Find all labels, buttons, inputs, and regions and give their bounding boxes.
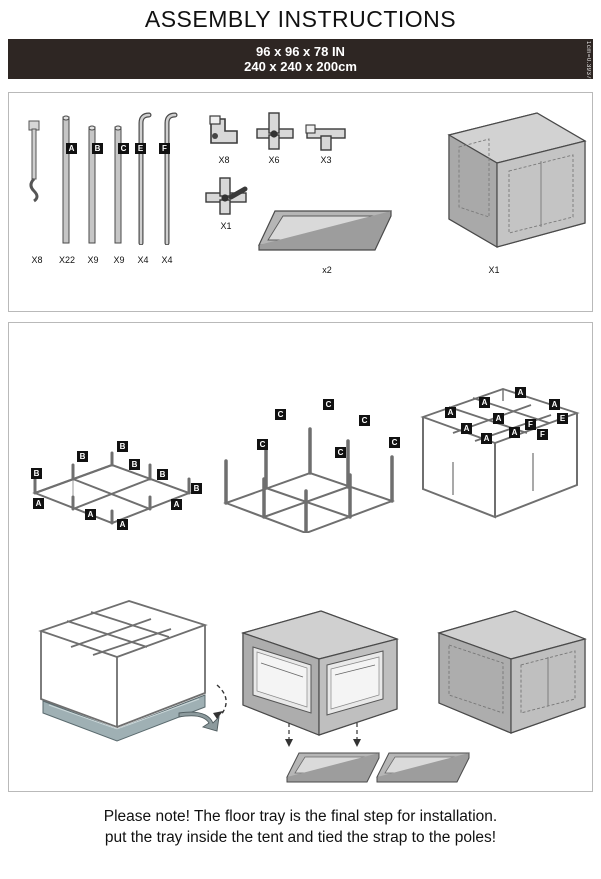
pole-a-qty: X22 bbox=[58, 255, 75, 265]
step1-tag-a-1: A bbox=[33, 498, 44, 509]
pole-c-qty: X9 bbox=[113, 255, 125, 265]
footer-note-line1: Please note! The floor tray is the final step for installation. bbox=[103, 808, 498, 825]
five-way-connector-qty: X1 bbox=[220, 221, 232, 231]
unit-conversion-note: 1cm=0.3937inch bbox=[585, 41, 591, 93]
step2-tag-c-5: C bbox=[335, 447, 346, 458]
step3-tag-a-3: A bbox=[515, 387, 526, 398]
finished-tent-step bbox=[429, 605, 594, 755]
step1-tag-a-3: A bbox=[117, 519, 128, 530]
pole-f-qty: X4 bbox=[161, 255, 173, 265]
four-way-connector-qty: X6 bbox=[268, 155, 280, 165]
dimension-cm: 240 x 240 x 200cm bbox=[244, 59, 357, 74]
step1-tag-b-5: B bbox=[157, 469, 168, 480]
pole-b-tag: B bbox=[92, 143, 103, 154]
pole-a-icon bbox=[59, 115, 73, 245]
parts-list-panel bbox=[8, 92, 593, 312]
pole-e-qty: X4 bbox=[137, 255, 149, 265]
step3-tag-a-7: A bbox=[481, 433, 492, 444]
step1-tag-b-4: B bbox=[129, 459, 140, 470]
step3-tag-a-8: A bbox=[509, 427, 520, 438]
step3-tag-a-1: A bbox=[445, 407, 456, 418]
floor-tray-qty: x2 bbox=[322, 265, 332, 275]
strap-icon bbox=[21, 115, 57, 245]
five-way-connector-icon bbox=[201, 175, 251, 221]
pole-f-tag: F bbox=[159, 143, 170, 154]
step3-tag-a-4: A bbox=[549, 399, 560, 410]
step3-tag-f-2: F bbox=[537, 429, 548, 440]
tee-connector-icon bbox=[303, 111, 349, 153]
step3-tag-a-5: A bbox=[461, 423, 472, 434]
step1-tag-b-1: B bbox=[31, 468, 42, 479]
pole-e-icon bbox=[135, 105, 155, 245]
step3-tag-a-2: A bbox=[479, 397, 490, 408]
floor-tray-icon bbox=[257, 205, 397, 257]
step1-tag-a-2: A bbox=[85, 509, 96, 520]
step2-tag-c-2: C bbox=[323, 399, 334, 410]
step1-tag-b-3: B bbox=[117, 441, 128, 452]
step2-tag-c-1: C bbox=[275, 409, 286, 420]
step3-tag-e: E bbox=[557, 413, 568, 424]
pole-e-tag: E bbox=[135, 143, 146, 154]
base-frame-step bbox=[17, 413, 207, 533]
pole-a-tag: A bbox=[66, 143, 77, 154]
dimension-inches: 96 x 96 x 78 IN bbox=[256, 44, 345, 59]
page-title: ASSEMBLY INSTRUCTIONS bbox=[144, 6, 457, 32]
step2-tag-c-6: C bbox=[389, 437, 400, 448]
step2-tag-c-3: C bbox=[359, 415, 370, 426]
pole-c-tag: C bbox=[118, 143, 129, 154]
tent-cover-icon bbox=[409, 105, 589, 255]
tray-insert-step bbox=[29, 595, 249, 745]
pole-f-icon bbox=[159, 105, 181, 245]
top-frame-step bbox=[409, 365, 589, 535]
four-way-connector-icon bbox=[251, 109, 297, 155]
tee-connector-qty: X3 bbox=[320, 155, 332, 165]
step1-tag-b-2: B bbox=[77, 451, 88, 462]
pole-b-qty: X9 bbox=[87, 255, 99, 265]
strap-qty: X8 bbox=[31, 255, 43, 265]
step3-tag-a-6: A bbox=[493, 413, 504, 424]
corner-connector-icon bbox=[201, 111, 247, 153]
vertical-poles-step bbox=[214, 383, 404, 533]
corner-connector-qty: X8 bbox=[218, 155, 230, 165]
cover-with-doors-step bbox=[231, 605, 411, 770]
dimension-bar bbox=[8, 39, 593, 93]
step1-tag-a-4: A bbox=[171, 499, 182, 510]
step2-tag-c-4: C bbox=[257, 439, 268, 450]
assembly-steps-panel bbox=[8, 322, 593, 792]
footer-note-line2: put the tray inside the tent and tied the strap to the poles! bbox=[104, 829, 497, 846]
footer-note bbox=[12, 806, 589, 848]
step3-tag-f-1: F bbox=[525, 419, 536, 430]
tent-cover-qty: X1 bbox=[488, 265, 500, 275]
step1-tag-b-6: B bbox=[191, 483, 202, 494]
